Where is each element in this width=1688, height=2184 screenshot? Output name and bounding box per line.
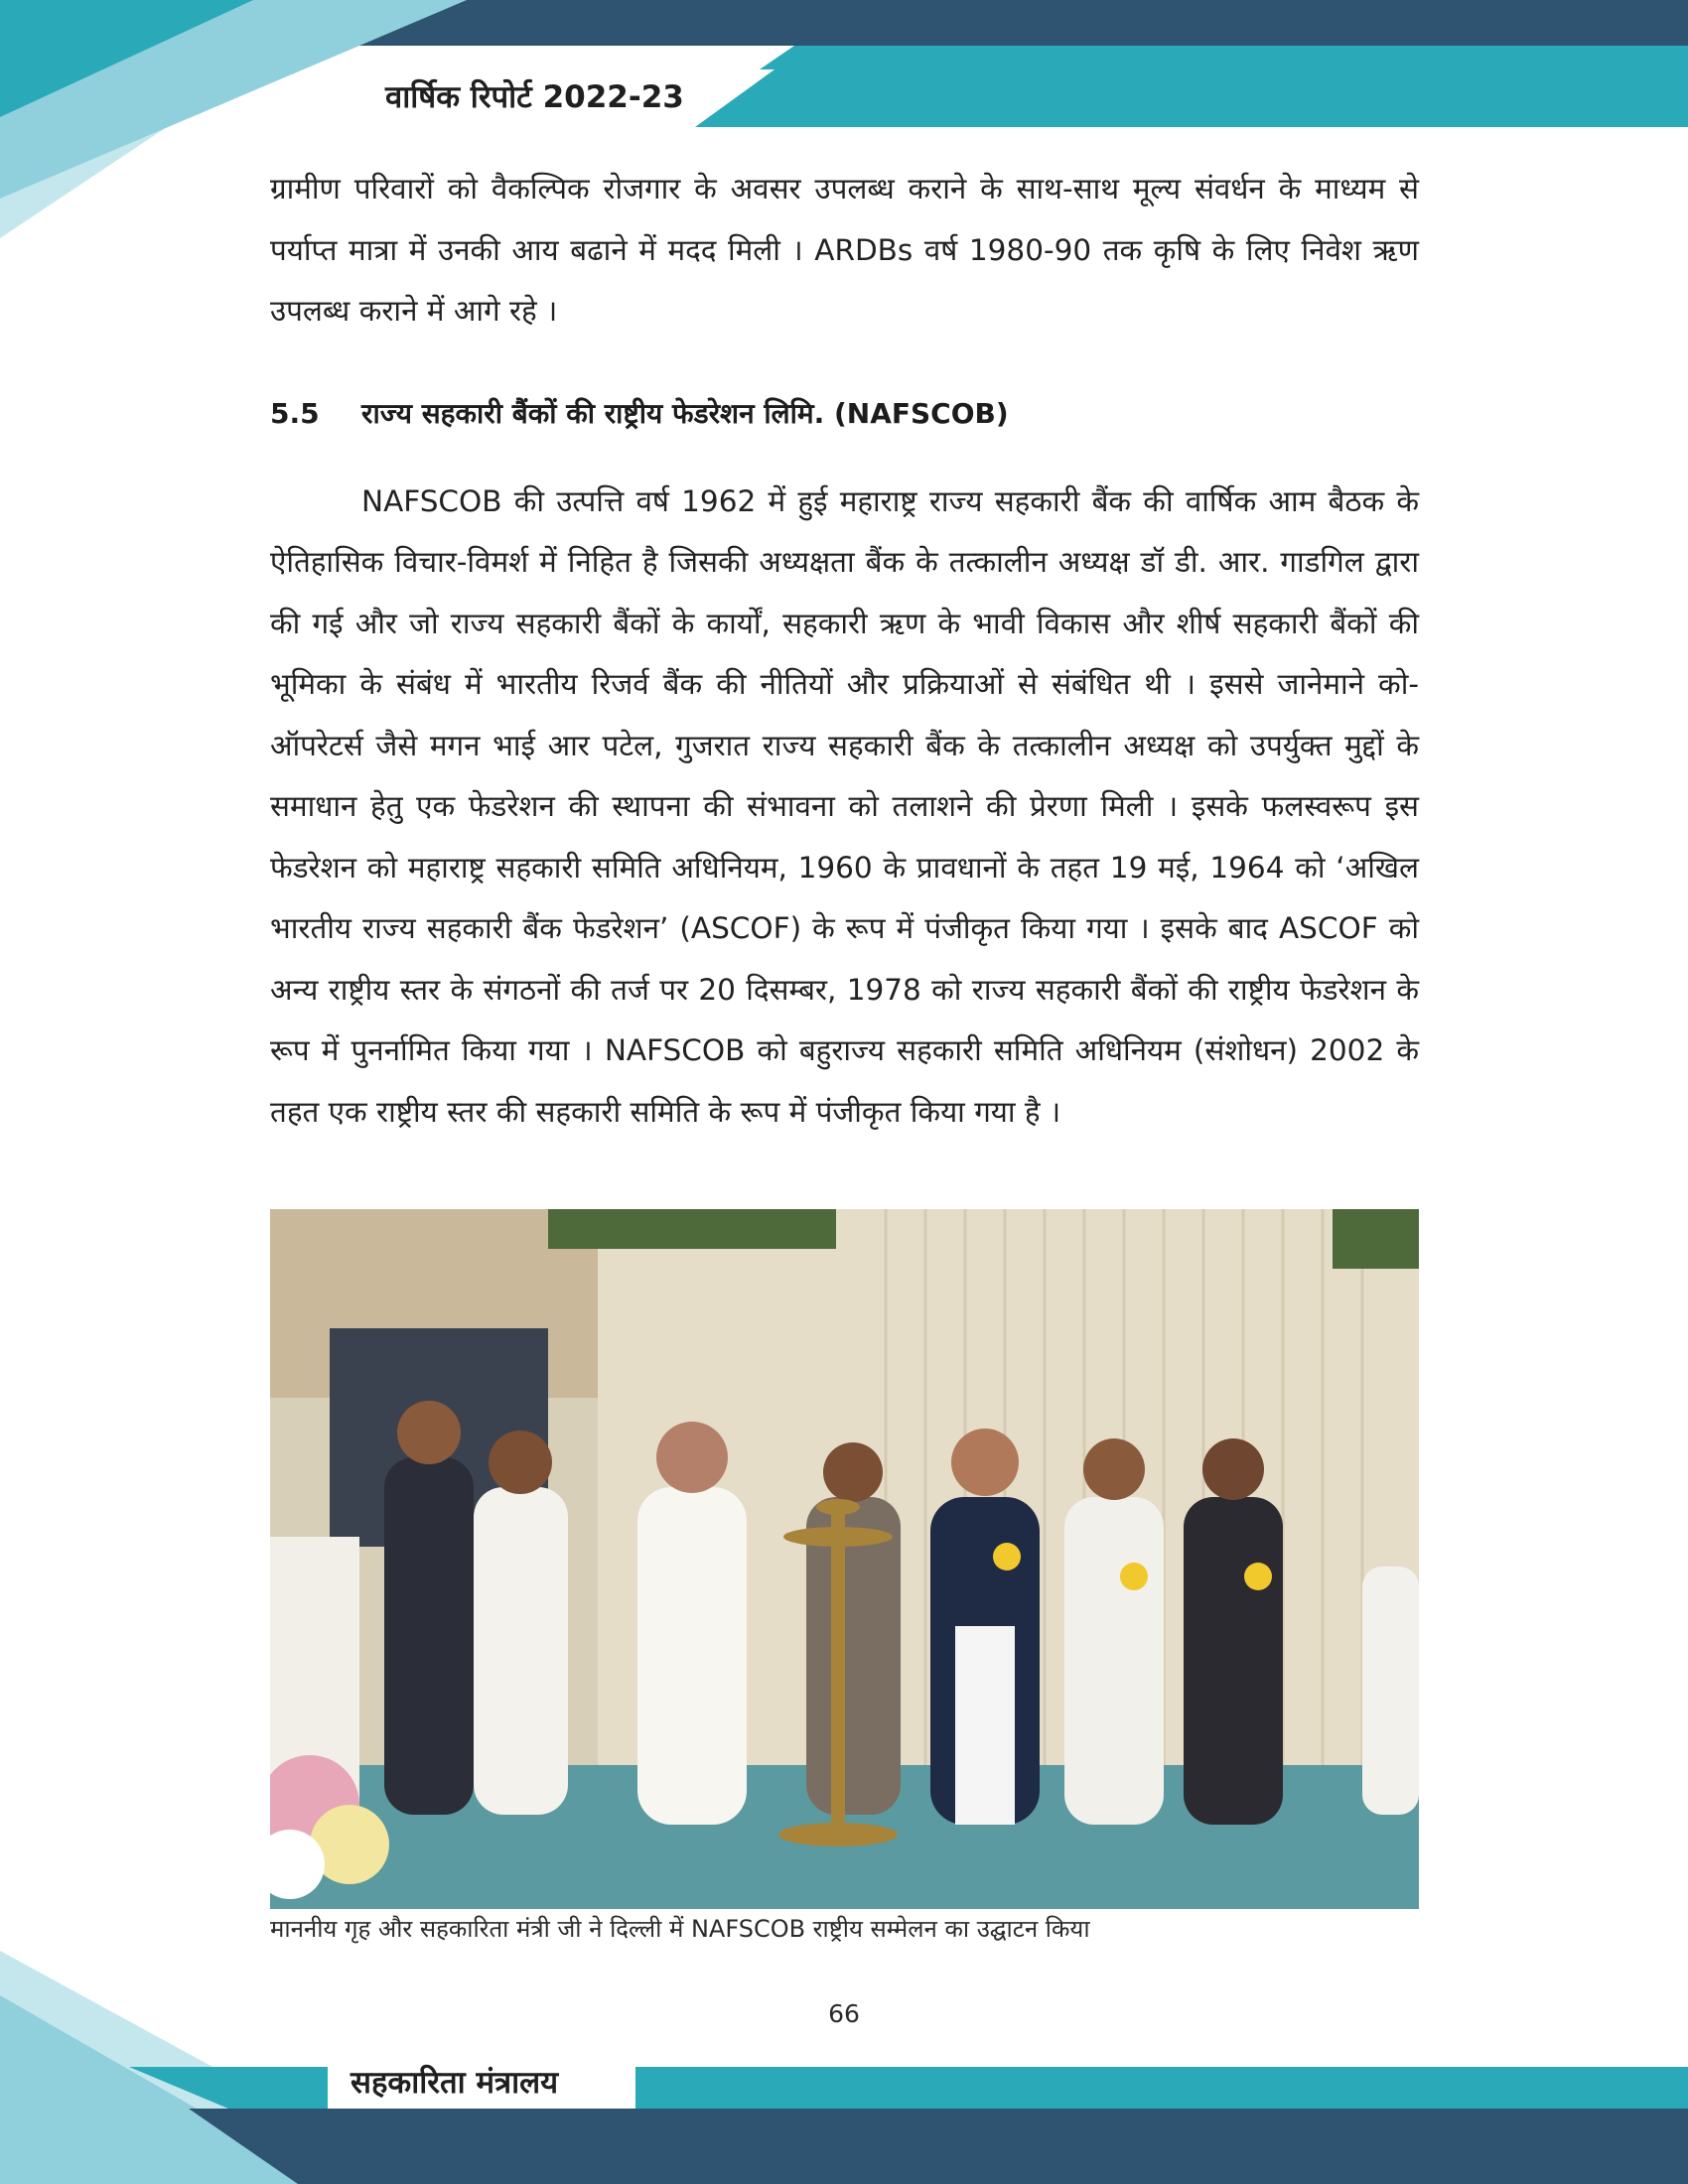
event-photo: [270, 1209, 1419, 1909]
section-body-paragraph: NAFSCOB की उत्पत्ति वर्ष 1962 में हुई महाराष्ट्र राज्य सहकारी बैंक की वार्षिक आम बैठक के ऐतिहासिक विचार-विमर्श में निहित है जिसकी अध्यक्षता बैंक के तत्कालीन अध्यक्ष डॉ डी. आर. गाडगिल द्वारा की गई और जो राज्य सहकारी बैंकों के कार्यों, सहकारी ऋण के भावी विकास और शीर्ष सहकारी बैंकों की भूमिका के संबंध में भारतीय रिजर्व बैंक की नीतियों और प्रक्रियाओं से संबंधित थी । इससे जानेमाने को-ऑपरेटर्स जैसे मगन भाई आर पटेल, गुजरात राज्य सहकारी बैंक के तत्कालीन अध्यक्ष को उपर्युक्त मुद्दों के समाधान हेतु एक फेडरेशन की स्थापना की संभावना को तलाशने की प्रेरणा मिली । इसके फलस्वरूप इस फेडरेशन को महाराष्ट्र सहकारी समिति अधिनियम, 1960 के प्रावधानों के तहत 19 मई, 1964 को ‘अखिल भारतीय राज्य सहकारी बैंक फेडरेशन’ (ASCOF) के रूप में पंजीकृत किया गया । इसके बाद ASCOF को अन्य राष्ट्रीय स्तर के संगठनों की तर्ज पर 20 दिसम्बर, 1978 को राज्य सहकारी बैंकों की राष्ट्रीय फेडरेशन के रूप में पुनर्नामित किया गया । NAFSCOB को बहुराज्य सहकारी समिति अधिनियम (संशोधन) 2002 के तहत एक राष्ट्रीय स्तर की सहकारी समिति के रूप में पंजीकृत किया गया है ।: [270, 483, 1419, 1129]
main-content: [270, 159, 1419, 1143]
report-title: वार्षिक रिपोर्ट 2022-23: [385, 79, 684, 115]
section-heading: [270, 394, 1419, 432]
footer-band-navy: [189, 2109, 1688, 2184]
section-title: राज्य सहकारी बैंकों की राष्ट्रीय फेडरेशन लिमि. (NAFSCOB): [361, 396, 1009, 430]
page-number: 66: [828, 1999, 860, 2028]
section-number: 5.5: [270, 396, 320, 430]
header-band-teal: [675, 46, 1688, 127]
ministry-name: सहकारिता मंत्रालय: [351, 2065, 559, 2101]
photo-caption: माननीय गृह और सहकारिता मंत्री जी ने दिल्ली में NAFSCOB राष्ट्रीय सम्मेलन का उद्घाटन किया: [270, 1915, 1090, 1943]
lamp-lighting-photo-illustration: [270, 1209, 1419, 1909]
intro-paragraph: ग्रामीण परिवारों को वैकल्पिक रोजगार के अवसर उपलब्ध कराने के साथ-साथ मूल्य संवर्धन के माध्यम से पर्याप्त मात्रा में उनकी आय बढाने में मदद मिली । ARDBs वर्ष 1980-90 तक कृषि के लिए निवेश ऋण उपलब्ध कराने में आगे रहे ।: [270, 172, 1419, 328]
